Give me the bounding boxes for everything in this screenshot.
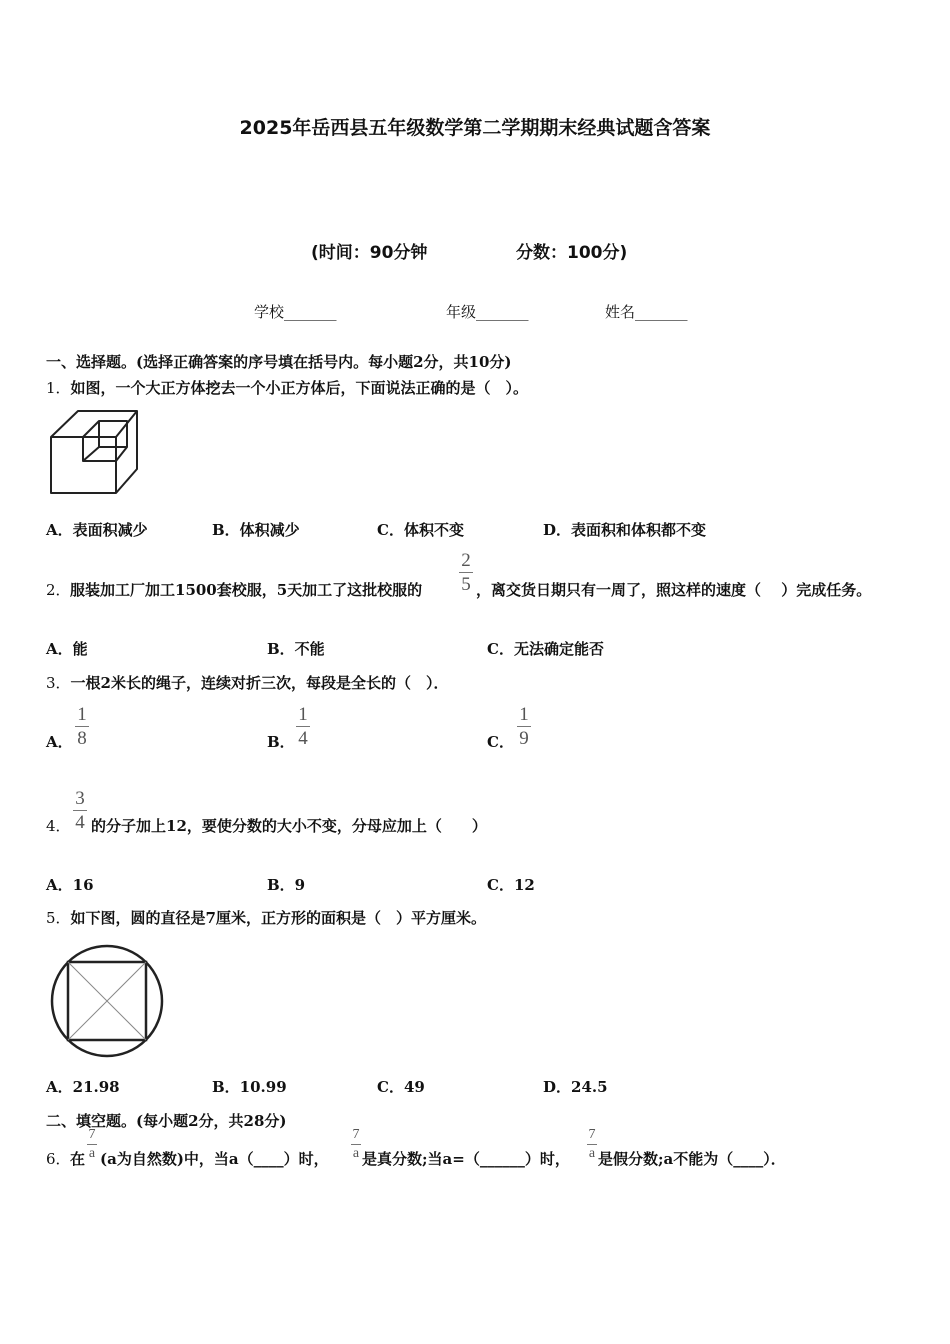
q1-option-b: B．体积减少 <box>212 521 300 539</box>
q6-f2-num: 7 <box>352 1127 360 1142</box>
q5-line <box>46 907 486 928</box>
q2-fraction-num: 2 <box>461 550 471 571</box>
q4-fraction-num: 3 <box>75 788 85 809</box>
name-field: 姓名_______ <box>605 303 688 321</box>
q6-part-2: (a为自然数)中，当a（____）时， <box>100 1150 329 1168</box>
q3-option-b-label: B． <box>267 733 295 751</box>
q5-option-c: C．49 <box>377 1078 425 1096</box>
q4-option-b: B．9 <box>267 876 306 894</box>
section-1-heading: 一、选择题。(选择正确答案的序号填在括号内。每小题2分，共10分) <box>46 353 512 371</box>
q5-number: 5． <box>46 909 71 927</box>
q5-option-b: B．10.99 <box>212 1078 287 1096</box>
q3-option-b-fraction <box>296 705 310 748</box>
q2-option-c: C．无法确定能否 <box>487 640 604 658</box>
q6-f2-den: a <box>352 1146 360 1161</box>
q3-a-num: 1 <box>77 704 87 725</box>
q1-line <box>46 377 528 398</box>
q3-option-c-label: C． <box>487 733 514 751</box>
q3-option-c-fraction <box>517 705 531 748</box>
q6-fraction-3 <box>587 1128 597 1161</box>
q6-part-1: 在 <box>70 1150 86 1168</box>
q3-c-den: 9 <box>519 728 529 749</box>
q1-option-d: D．表面积和体积都不变 <box>543 521 707 539</box>
q3-line <box>46 672 449 693</box>
circle-square-figure <box>49 943 167 1061</box>
q6-f1-den: a <box>88 1146 96 1161</box>
q5-option-d: D．24.5 <box>543 1078 608 1096</box>
q4-option-c: C．12 <box>487 876 535 894</box>
q3-option-a-label: A． <box>46 733 73 751</box>
page-title: 2025年岳西县五年级数学第二学期期末经典试题含答案 <box>239 117 711 139</box>
q1-number: 1． <box>46 379 71 397</box>
q3-b-den: 4 <box>298 728 308 749</box>
q3-number: 3． <box>46 674 71 692</box>
q2-number: 2． <box>46 581 71 599</box>
q6-number: 6． <box>46 1150 71 1168</box>
q2-option-a: A．能 <box>46 640 88 658</box>
q4-number: 4． <box>46 817 71 835</box>
section-2-heading: 二、填空题。(每小题2分，共28分) <box>46 1112 287 1130</box>
q3-c-num: 1 <box>519 704 529 725</box>
q4-text: 的分子加上12，要使分数的大小不变，分母应加上（ ） <box>91 817 487 835</box>
q2-option-b: B．不能 <box>267 640 325 658</box>
q5-option-a: A．21.98 <box>46 1078 120 1096</box>
q4-fraction-den: 4 <box>75 812 85 833</box>
school-field: 学校_______ <box>254 303 337 321</box>
q6-part-4: 是假分数;a不能为（____）． <box>598 1150 786 1168</box>
time-label: (时间：90分钟 <box>311 243 428 263</box>
q6-fraction-2 <box>351 1128 361 1161</box>
q2-fraction <box>459 551 473 594</box>
q1-option-a: A．表面积减少 <box>46 521 148 539</box>
q6-part-3: 是真分数;当a=（______）时， <box>362 1150 570 1168</box>
q2-fraction-den: 5 <box>461 574 471 595</box>
q3-text: 一根2米长的绳子，连续对折三次，每段是全长的（ ）． <box>70 674 449 692</box>
q3-a-den: 8 <box>77 728 87 749</box>
q2-text-after: ，离交货日期只有一周了，照这样的速度（ ）完成任务。 <box>476 581 872 599</box>
q1-text: 如图，一个大正方体挖去一个小正方体后，下面说法正确的是（ ）。 <box>70 379 529 397</box>
score-label: 分数：100分) <box>516 243 628 263</box>
grade-field: 年级_______ <box>446 303 529 321</box>
q4-option-a: A．16 <box>46 876 94 894</box>
q6-fraction-1 <box>87 1128 97 1161</box>
q3-b-num: 1 <box>298 704 308 725</box>
q4-fraction <box>73 789 87 832</box>
q6-f1-num: 7 <box>88 1127 96 1142</box>
q5-text: 如下图，圆的直径是7厘米，正方形的面积是（ ）平方厘米。 <box>70 909 486 927</box>
q6-f3-num: 7 <box>588 1127 596 1142</box>
cube-notch-figure <box>48 408 140 496</box>
q1-option-c: C．体积不变 <box>377 521 464 539</box>
q6-f3-den: a <box>588 1146 596 1161</box>
q3-option-a-fraction <box>75 705 89 748</box>
q2-text-before: 服装加工厂加工1500套校服，5天加工了这批校服的 <box>70 581 423 599</box>
